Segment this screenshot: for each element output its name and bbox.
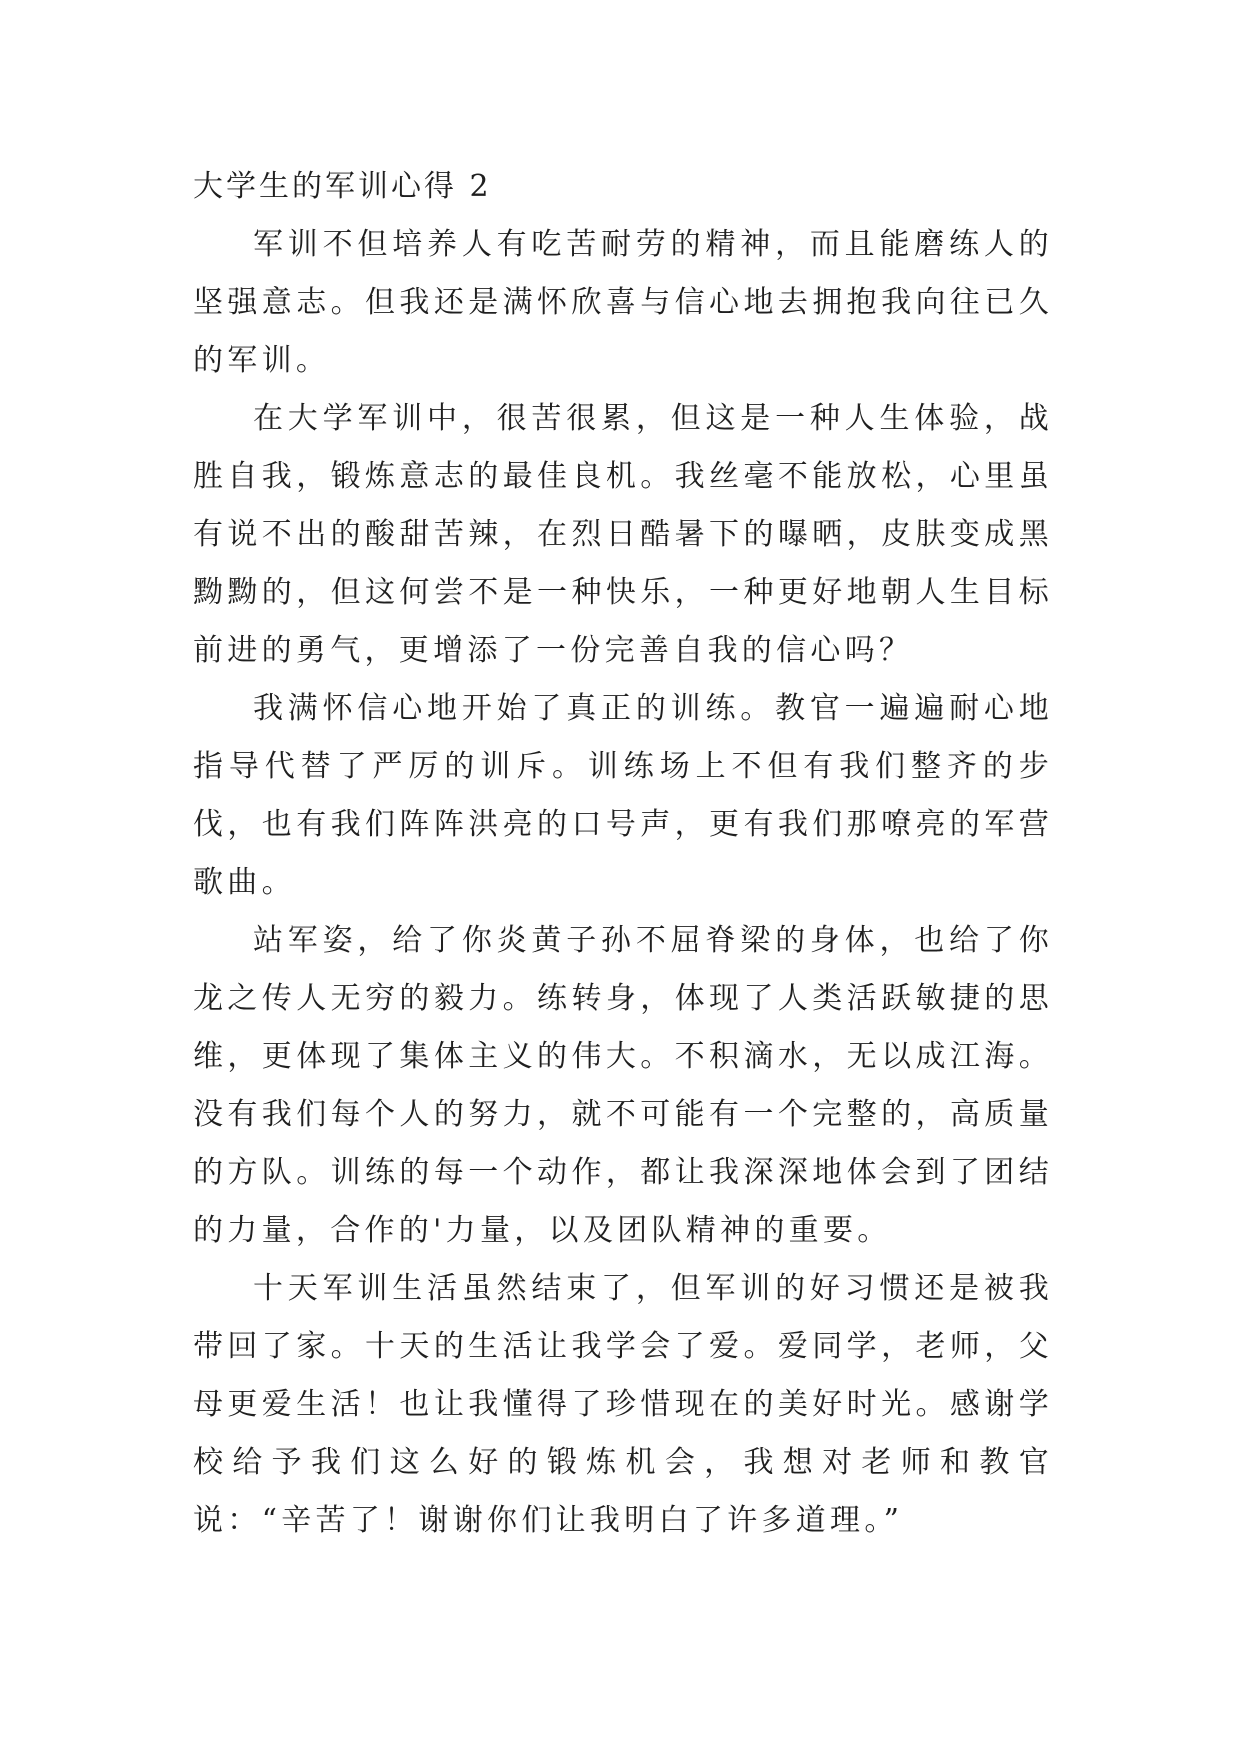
paragraph-1: 军训不但培养人有吃苦耐劳的精神，而且能磨练人的坚强意志。但我还是满怀欣喜与信心地去拥抱我向往已久的军训。: [193, 227, 1053, 378]
document-title: 大学生的军训心得 2: [193, 169, 492, 204]
paragraph-5: 十天军训生活虽然结束了，但军训的好习惯还是被我带回了家。十天的生活让我学会了爱。爱同学，老师，父母更爱生活！也让我懂得了珍惜现在的美好时光。感谢学校给予我们这么好的锻炼机会，我想对老师和教官说：“辛苦了！谢谢你们让我明白了许多道理。”: [193, 1271, 1053, 1538]
paragraph-2: 在大学军训中，很苦很累，但这是一种人生体验，战胜自我，锻炼意志的最佳良机。我丝毫不能放松，心里虽有说不出的酸甜苦辣，在烈日酷暑下的曝晒，皮肤变成黑黝黝的，但这何尝不是一种快乐，一种更好地朝人生目标前进的勇气，更增添了一份完善自我的信心吗？: [193, 401, 1053, 668]
document-body: [193, 158, 1053, 1550]
paragraph-3: 我满怀信心地开始了真正的训练。教官一遍遍耐心地指导代替了严厉的训斥。训练场上不但有我们整齐的步伐，也有我们阵阵洪亮的口号声，更有我们那嘹亮的军营歌曲。: [193, 691, 1053, 900]
paragraph-4: 站军姿，给了你炎黄子孙不屈脊梁的身体，也给了你龙之传人无穷的毅力。练转身，体现了人类活跃敏捷的思维，更体现了集体主义的伟大。不积滴水，无以成江海。没有我们每个人的努力，就不可能有一个完整的，高质量的方队。训练的每一个动作，都让我深深地体会到了团结的力量，合作的'力量，以及团队精神的重要。: [193, 923, 1053, 1248]
